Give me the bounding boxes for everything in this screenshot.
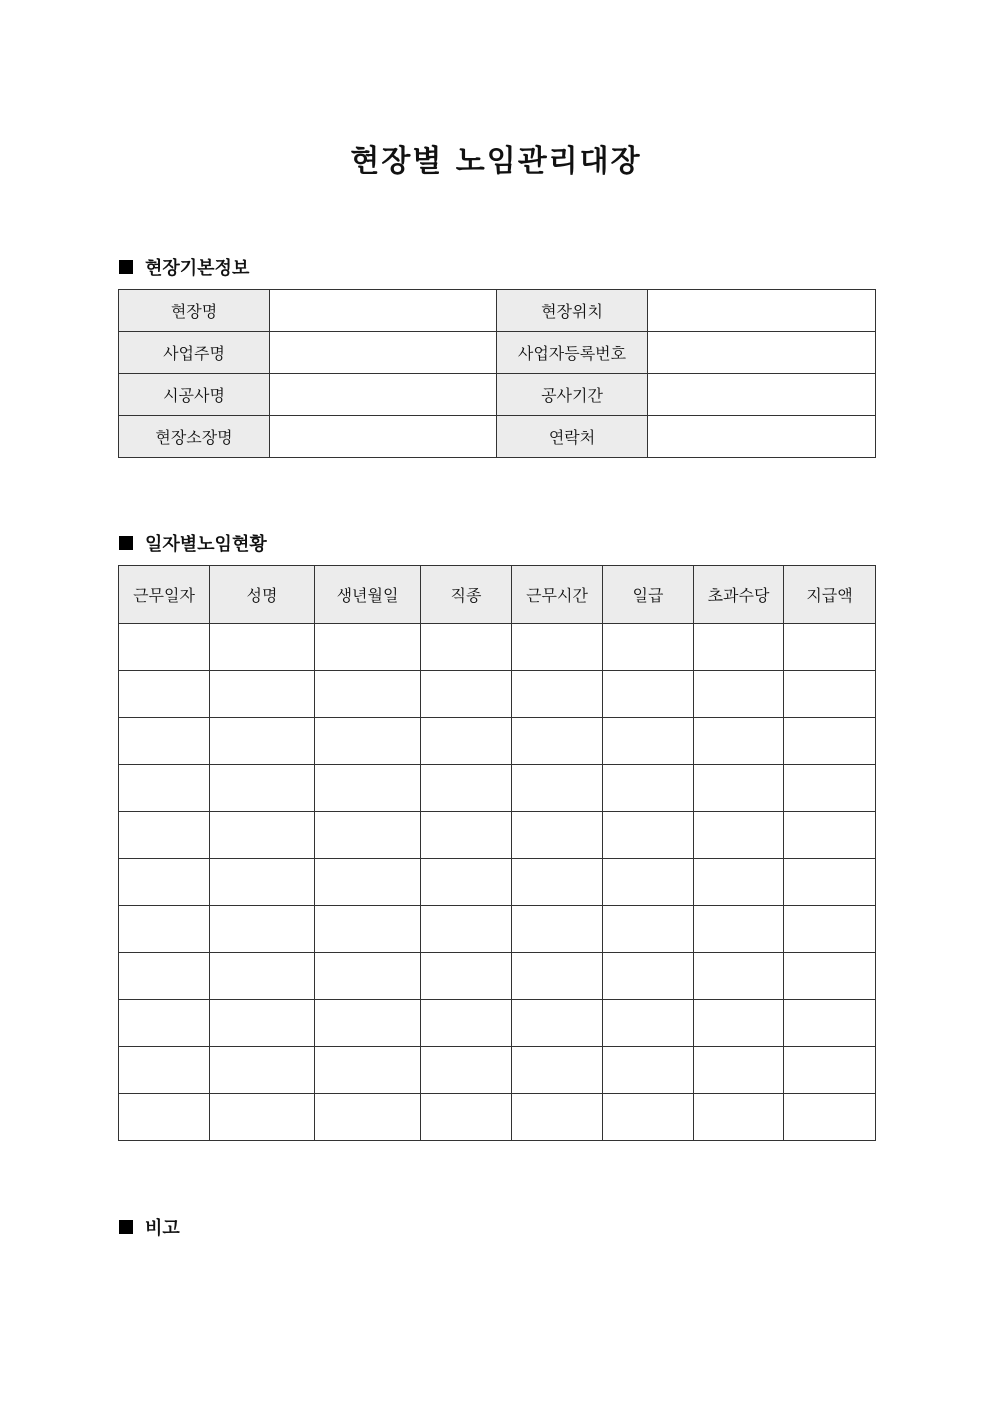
column-header: 지급액 [784, 566, 876, 624]
table-cell[interactable] [210, 1047, 315, 1094]
table-cell[interactable] [315, 812, 421, 859]
table-cell[interactable] [315, 906, 421, 953]
table-cell[interactable] [694, 718, 784, 765]
column-header: 성명 [210, 566, 315, 624]
table-cell[interactable] [512, 859, 603, 906]
table-cell[interactable] [512, 953, 603, 1000]
field-label: 현장소장명 [119, 416, 270, 458]
table-cell[interactable] [603, 1094, 694, 1141]
table-cell[interactable] [512, 1094, 603, 1141]
table-cell[interactable] [694, 765, 784, 812]
table-cell[interactable] [512, 765, 603, 812]
table-cell[interactable] [119, 859, 210, 906]
field-value-cell[interactable] [648, 332, 876, 374]
table-cell[interactable] [512, 624, 603, 671]
table-cell[interactable] [603, 1047, 694, 1094]
table-cell[interactable] [784, 718, 876, 765]
field-label: 시공사명 [119, 374, 270, 416]
daily-wages-table [118, 565, 876, 1141]
table-cell[interactable] [315, 859, 421, 906]
table-row [119, 1094, 876, 1141]
table-cell[interactable] [315, 1000, 421, 1047]
table-cell[interactable] [603, 859, 694, 906]
table-cell[interactable] [119, 906, 210, 953]
table-cell[interactable] [421, 1047, 512, 1094]
table-cell[interactable] [694, 859, 784, 906]
site-info-table [118, 289, 876, 458]
column-header: 근무시간 [512, 566, 603, 624]
table-cell[interactable] [694, 671, 784, 718]
table-cell[interactable] [421, 624, 512, 671]
field-value-cell[interactable] [648, 416, 876, 458]
table-cell[interactable] [421, 671, 512, 718]
table-cell[interactable] [784, 765, 876, 812]
column-header: 직종 [421, 566, 512, 624]
table-cell[interactable] [210, 718, 315, 765]
field-value-cell[interactable] [648, 374, 876, 416]
field-label: 현장명 [119, 290, 270, 332]
table-cell[interactable] [315, 671, 421, 718]
table-cell[interactable] [603, 1000, 694, 1047]
section-heading-label: 일자별노임현황 [145, 534, 267, 555]
table-cell[interactable] [119, 953, 210, 1000]
table-cell[interactable] [210, 953, 315, 1000]
table-cell[interactable] [784, 624, 876, 671]
table-cell[interactable] [119, 765, 210, 812]
table-cell[interactable] [512, 812, 603, 859]
table-cell[interactable] [784, 906, 876, 953]
field-value-cell[interactable] [270, 374, 497, 416]
table-cell[interactable] [210, 859, 315, 906]
table-cell[interactable] [512, 1047, 603, 1094]
section-heading-label: 현장기본정보 [145, 258, 250, 279]
field-label: 공사기간 [497, 374, 648, 416]
table-cell[interactable] [784, 812, 876, 859]
table-cell[interactable] [119, 1047, 210, 1094]
table-cell[interactable] [784, 1094, 876, 1141]
section-heading-remarks [119, 1214, 180, 1240]
table-cell[interactable] [210, 906, 315, 953]
table-cell[interactable] [694, 812, 784, 859]
square-bullet-icon [119, 1220, 133, 1234]
table-cell[interactable] [784, 1000, 876, 1047]
table-cell[interactable] [119, 812, 210, 859]
site-info-row [119, 332, 876, 374]
table-row [119, 812, 876, 859]
field-value-cell[interactable] [270, 416, 497, 458]
table-cell[interactable] [315, 624, 421, 671]
table-cell[interactable] [512, 906, 603, 953]
field-value-cell[interactable] [270, 332, 497, 374]
table-cell[interactable] [784, 1047, 876, 1094]
table-cell[interactable] [421, 812, 512, 859]
table-cell[interactable] [603, 953, 694, 1000]
table-cell[interactable] [119, 624, 210, 671]
table-cell[interactable] [694, 953, 784, 1000]
table-cell[interactable] [784, 671, 876, 718]
table-cell[interactable] [210, 624, 315, 671]
table-cell[interactable] [603, 718, 694, 765]
field-label: 사업자등록번호 [497, 332, 648, 374]
column-header: 일급 [603, 566, 694, 624]
table-cell[interactable] [210, 765, 315, 812]
table-cell[interactable] [784, 953, 876, 1000]
table-cell[interactable] [119, 718, 210, 765]
column-header: 생년월일 [315, 566, 421, 624]
field-value-cell[interactable] [270, 290, 497, 332]
field-label: 현장위치 [497, 290, 648, 332]
table-row [119, 906, 876, 953]
table-cell[interactable] [210, 1000, 315, 1047]
table-cell[interactable] [694, 624, 784, 671]
table-row [119, 624, 876, 671]
table-cell[interactable] [315, 765, 421, 812]
table-cell[interactable] [315, 1094, 421, 1141]
section-heading-label: 비고 [145, 1218, 180, 1239]
table-cell[interactable] [315, 1047, 421, 1094]
section-heading-site-info [119, 254, 249, 280]
column-header: 초과수당 [694, 566, 784, 624]
field-label: 사업주명 [119, 332, 270, 374]
table-row [119, 765, 876, 812]
table-cell[interactable] [603, 671, 694, 718]
table-row [119, 718, 876, 765]
table-cell[interactable] [210, 1094, 315, 1141]
table-cell[interactable] [512, 671, 603, 718]
table-cell[interactable] [603, 624, 694, 671]
column-header: 근무일자 [119, 566, 210, 624]
site-info-row [119, 416, 876, 458]
table-cell[interactable] [210, 671, 315, 718]
table-cell[interactable] [512, 718, 603, 765]
table-row [119, 671, 876, 718]
table-cell[interactable] [694, 1047, 784, 1094]
section-heading-daily-wages [119, 530, 267, 556]
field-value-cell[interactable] [648, 290, 876, 332]
site-info-row [119, 290, 876, 332]
square-bullet-icon [119, 536, 133, 550]
table-row [119, 1047, 876, 1094]
table-cell[interactable] [421, 1094, 512, 1141]
table-row [119, 1000, 876, 1047]
square-bullet-icon [119, 260, 133, 274]
table-cell[interactable] [119, 1000, 210, 1047]
table-cell[interactable] [694, 906, 784, 953]
table-cell[interactable] [694, 1094, 784, 1141]
table-cell[interactable] [784, 859, 876, 906]
table-cell[interactable] [421, 906, 512, 953]
field-label: 연락처 [497, 416, 648, 458]
table-cell[interactable] [603, 812, 694, 859]
table-cell[interactable] [694, 1000, 784, 1047]
table-row [119, 953, 876, 1000]
table-cell[interactable] [421, 1000, 512, 1047]
table-cell[interactable] [421, 859, 512, 906]
table-cell[interactable] [210, 812, 315, 859]
table-row [119, 859, 876, 906]
table-cell[interactable] [119, 1094, 210, 1141]
table-cell[interactable] [119, 671, 210, 718]
table-cell[interactable] [315, 953, 421, 1000]
table-cell[interactable] [315, 718, 421, 765]
site-info-row [119, 374, 876, 416]
table-cell[interactable] [512, 1000, 603, 1047]
table-cell[interactable] [603, 765, 694, 812]
table-cell[interactable] [421, 953, 512, 1000]
table-cell[interactable] [421, 765, 512, 812]
table-cell[interactable] [421, 718, 512, 765]
page-title: 현장별 노임관리대장 [350, 144, 642, 179]
table-cell[interactable] [603, 906, 694, 953]
